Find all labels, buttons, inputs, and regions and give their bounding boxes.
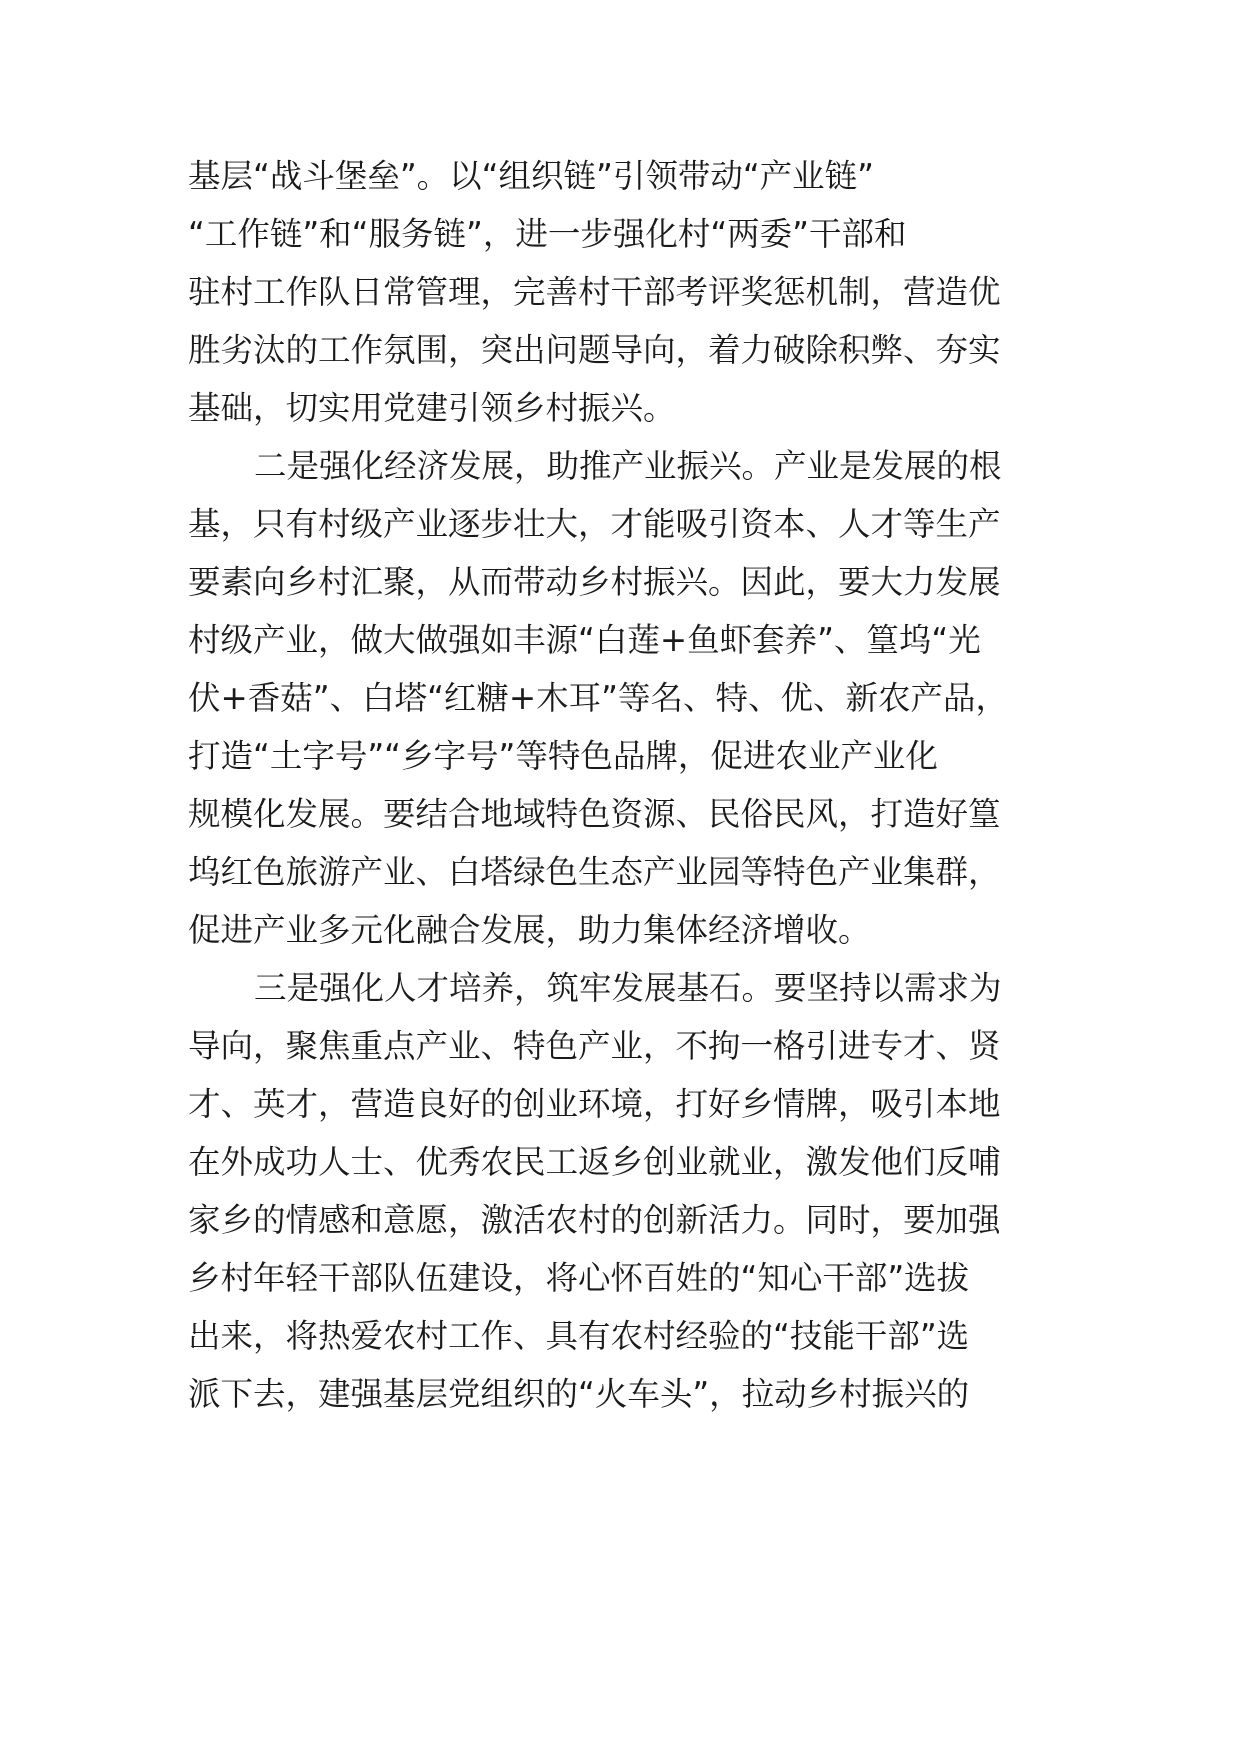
text-line: 促进产业多元化融合发展，助力集体经济增收。 bbox=[188, 911, 871, 949]
text-line: 伏+香菇”、白塔“红糖+木耳”等名、特、优、新农产品， bbox=[188, 679, 1008, 717]
text-line: 基层“战斗堡垒”。以“组织链”引领带动“产业链” bbox=[188, 157, 875, 195]
text-line: 派下去，建强基层党组织的“火车头”，拉动乡村振兴的 bbox=[188, 1375, 970, 1413]
text-line: 坞红色旅游产业、白塔绿色生态产业园等特色产业集群， bbox=[188, 853, 1001, 891]
text-line: “工作链”和“服务链”，进一步强化村“两委”干部和 bbox=[188, 215, 907, 253]
text-line: 规模化发展。要结合地域特色资源、民俗民风，打造好篁 bbox=[188, 795, 1001, 833]
text-line: 驻村工作队日常管理，完善村干部考评奖惩机制，营造优 bbox=[188, 273, 1001, 311]
text-line: 胜劣汰的工作氛围，突出问题导向，着力破除积弊、夯实 bbox=[188, 331, 1001, 369]
text-line: 家乡的情感和意愿，激活农村的创新活力。同时，要加强 bbox=[188, 1201, 1001, 1239]
text-line: 导向，聚焦重点产业、特色产业，不拘一格引进专才、贤 bbox=[188, 1027, 1001, 1065]
text-line: 基础，切实用党建引领乡村振兴。 bbox=[188, 389, 676, 427]
paragraph-start-line: 三是强化人才培养，筑牢发展基石。要坚持以需求为 bbox=[254, 969, 1002, 1007]
text-line: 基，只有村级产业逐步壮大，才能吸引资本、人才等生产 bbox=[188, 505, 1001, 543]
text-line: 在外成功人士、优秀农民工返乡创业就业，激发他们反哺 bbox=[188, 1143, 1001, 1181]
text-line: 乡村年轻干部队伍建设，将心怀百姓的“知心干部”选拔 bbox=[188, 1259, 970, 1297]
text-line: 要素向乡村汇聚，从而带动乡村振兴。因此，要大力发展 bbox=[188, 563, 1001, 601]
paragraph-start-line: 二是强化经济发展，助推产业振兴。产业是发展的根 bbox=[254, 447, 1002, 485]
text-line: 出来，将热爱农村工作、具有农村经验的“技能干部”选 bbox=[188, 1317, 970, 1355]
text-line: 村级产业，做大做强如丰源“白莲+鱼虾套养”、篁坞“光 bbox=[188, 621, 981, 659]
text-line: 打造“土字号”“乡字号”等特色品牌，促进农业产业化 bbox=[188, 737, 938, 775]
text-line: 才、英才，营造良好的创业环境，打好乡情牌，吸引本地 bbox=[188, 1085, 1001, 1123]
